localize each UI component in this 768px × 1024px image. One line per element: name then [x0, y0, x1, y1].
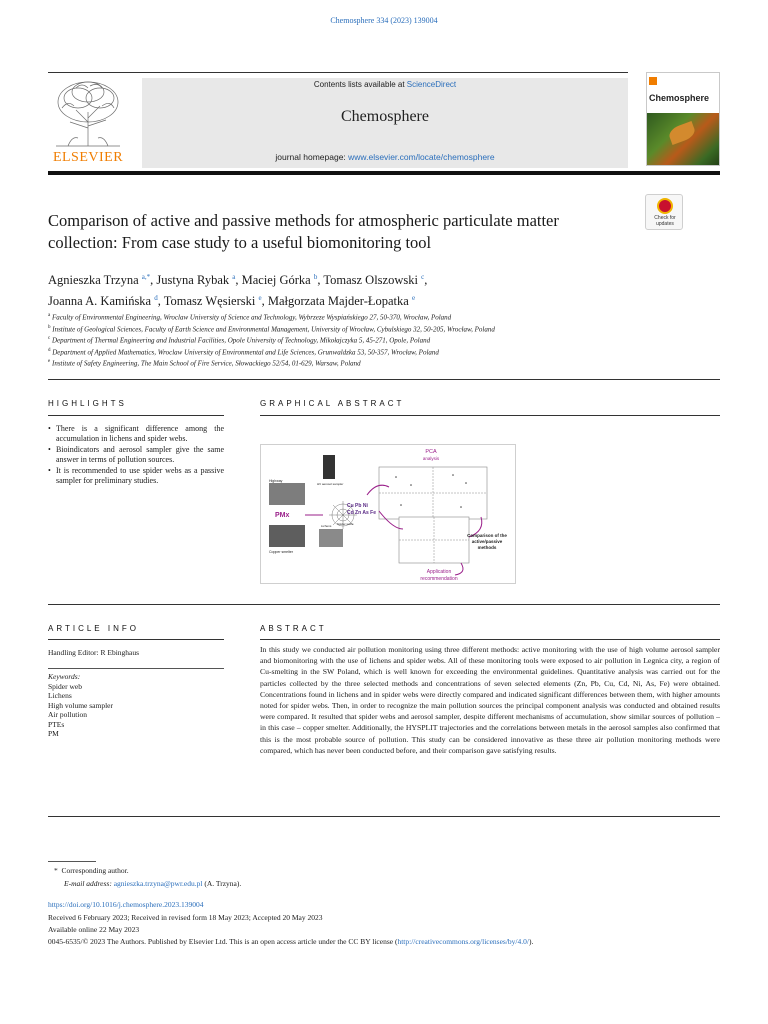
- cover-leaf-image: [647, 113, 720, 166]
- abstract-rule: [260, 639, 720, 640]
- elsevier-wordmark: ELSEVIER: [52, 150, 124, 165]
- highlight-item: • Bioindicators and aerosol sampler give the same answer in terms of pollution sources.: [48, 445, 224, 466]
- journal-reference[interactable]: Chemosphere 334 (2023) 139004: [330, 16, 438, 25]
- ga-comparison-line1: Comparison of the: [467, 533, 507, 538]
- ga-pmx-label: PMx: [275, 512, 290, 519]
- graphical-abstract-rule: [260, 415, 720, 416]
- affiliation: $^e$ Institute of Safety Engineering, The Main School of Fire Service, Słowackiego 52/54, 01-629, Warsaw, Poland: [48, 359, 361, 368]
- available-online: Available online 22 May 2023: [48, 925, 140, 934]
- section-divider: [48, 604, 720, 605]
- keywords-label: Keywords:: [48, 672, 81, 681]
- highlights-rule: [48, 415, 224, 416]
- footnote-mark: *: [54, 866, 58, 875]
- article-title: Comparison of active and passive methods for atmospheric particulate matter collection: From case study to a useful biomonitoring tool: [48, 211, 559, 252]
- ga-pca-sub: analysis: [422, 456, 440, 461]
- sciencedirect-link[interactable]: ScienceDirect: [406, 80, 457, 89]
- article-info-rule: [48, 639, 224, 640]
- corresponding-author-note: * Corresponding author.: [54, 866, 129, 875]
- cover-title: Chemosphere: [649, 93, 710, 103]
- ga-highway-photo: [269, 483, 305, 505]
- highlight-item: • There is a significant difference among the accumulation in lichens and spider webs.: [48, 424, 224, 445]
- journal-name: Chemosphere: [341, 108, 429, 125]
- journal-cover-thumbnail[interactable]: [646, 72, 720, 166]
- check-for-updates-button[interactable]: [645, 194, 683, 230]
- contents-prefix: Contents lists available at: [313, 80, 407, 89]
- affiliation-list: [48, 311, 728, 369]
- author[interactable]: Justyna Rybak $^a$: [156, 273, 236, 288]
- ga-elements-line2: Cd Zn As Fe: [347, 510, 376, 516]
- author[interactable]: Joanna A. Kamińska $^d$: [48, 294, 158, 309]
- email-link[interactable]: agnieszka.trzyna@pwr.edu.pl: [113, 879, 203, 888]
- ga-application-line2: recommendation: [420, 576, 458, 582]
- keyword: Air pollution: [48, 710, 87, 719]
- handling-editor: Handling Editor: R Ebinghaus: [48, 648, 140, 657]
- homepage-prefix: journal homepage:: [275, 152, 349, 162]
- keyword: PM: [48, 729, 59, 738]
- ga-spider-label: Spider webs: [337, 522, 354, 526]
- received-dates: Received 6 February 2023; Received in revised form 18 May 2023; Accepted 20 May 2023: [48, 913, 323, 922]
- author[interactable]: Tomasz Olszowski $^c$: [323, 273, 425, 288]
- abstract-text: In this study we conducted air pollution monitoring using three different methods: active monitoring with the use of high volume aerosol sampler and biomonitoring with the use of lichens and spider webs. All of these monitoring tools were exposed to air pollution in Legnica city, a region of Cu-smelting in the SW Poland, which is well known for exceeding the environmental guidelines. Quantitative analysis was carried out for the particles collected by the three selected methods and concentrations of seven selected elements (Zn, Pb, Cu, Cd, Ni, As, Fe) were obtained. Concentrations found in lichens and in spider webs were directly compared and indicated significant differences between them, with higher amounts noted for spider webs. Then, in order to recognize the main pollution sources the principal component analysis was conducted and obtained results were compared. It resulted that spider webs and aerosol sampler, despite different mechanisms of accumulation, show similar sources of pollution – in this case – copper smelter. Additionally, the HYSPLIT trajectories and the correlations between metals in the aerosol samples also confirmed that this is the most probable source of pollution. This study can be considered innovative as these three air pollution monitoring methods were compared, which has never been conducted before, and their comparison gave satisfying results.: [260, 645, 720, 755]
- section-divider: [48, 816, 720, 817]
- contents-available-line: [142, 80, 628, 89]
- copyright-line: 0045-6535/© 2023 The Authors. Published by Elsevier Ltd. This is an open access article under the CC BY license (http://creativecommons.org/licenses/by/4.0/).: [48, 937, 534, 946]
- keyword: Lichens: [48, 691, 72, 700]
- affiliation: $^c$ Department of Thermal Engineering and Industrial Facilities, Opole University of Technology, Mikołajczyka 5, 45-271, Opole, Poland: [48, 336, 431, 345]
- ga-comparison-line3: methods: [477, 545, 497, 550]
- check-updates-label: Check for updates: [654, 215, 676, 227]
- ga-lichens-photo: [319, 529, 343, 547]
- email-line: E-mail address: agnieszka.trzyna@pwr.edu.pl (A. Trzyna).: [64, 879, 242, 888]
- ga-smelter-label: Copper smelter: [269, 550, 293, 554]
- author[interactable]: Tomasz Węsierski $^e$: [163, 294, 262, 309]
- leaf-shape: [667, 121, 697, 145]
- keywords-block: [48, 672, 113, 739]
- check-updates-icon: [657, 198, 673, 214]
- highlights-heading: HIGHLIGHTS: [48, 399, 127, 408]
- highlight-item: • It is recommended to use spider webs as a passive sampler for preliminary studies.: [48, 466, 224, 487]
- article-info-heading: ARTICLE INFO: [48, 624, 139, 633]
- header-top-rule: [48, 72, 628, 73]
- abstract-heading: ABSTRACT: [260, 624, 327, 633]
- highlights-list: [48, 424, 224, 486]
- keyword: High volume sampler: [48, 700, 113, 710]
- affiliation: $^d$ Department of Applied Mathematics, Wroclaw University of Environmental and Life Sciences, Grunwaldzka 53, 50-357, Wrocław, Poland: [48, 347, 439, 356]
- keyword: Spider web: [48, 681, 82, 691]
- author[interactable]: Agnieszka Trzyna $^{a,*}$: [48, 273, 151, 288]
- cover-logo-mark: [649, 77, 657, 85]
- ga-sampler-photo: [323, 455, 335, 479]
- affiliation: $^b$ Institute of Geological Sciences, Faculty of Earth Science and Environmental Management, University of Wrocław, Cybulskiego 32, 50-205, Wrocław, Poland: [48, 324, 495, 333]
- keywords-rule: [48, 668, 224, 669]
- ga-application-line1: Application: [426, 569, 452, 575]
- author[interactable]: Małgorzata Majder-Łopatka $^e$: [267, 294, 416, 309]
- ga-lichens-label: Lichens: [321, 524, 332, 528]
- license-link[interactable]: http://creativecommons.org/licenses/by/4.0/: [397, 937, 529, 946]
- header-bottom-rule: [48, 171, 720, 175]
- ga-elements-line1: Cu Pb Ni: [347, 503, 368, 509]
- doi-link[interactable]: https://doi.org/10.1016/j.chemosphere.2023.139004: [48, 900, 204, 909]
- author-list: Agnieszka Trzyna $^{a,*}$, Justyna Rybak $^a$, Maciej Górka $^b$, Tomasz Olszowski $^c$, Joanna A. Kamińska $^d$, Tomasz Węsierski $^e$, Małgorzata Majder-Łopatka $^e$: [48, 273, 428, 309]
- section-divider: [48, 379, 720, 380]
- graphical-abstract-figure[interactable]: [260, 444, 516, 584]
- keyword: PTEs: [48, 719, 65, 729]
- journal-homepage-line: [142, 152, 628, 162]
- ga-comparison-line2: active/passive: [471, 539, 503, 544]
- ga-pca-label: PCA: [425, 449, 437, 455]
- ga-smelter-photo: [269, 525, 305, 547]
- affiliation: $^a$ Faculty of Environmental Engineering, Wroclaw University of Science and Technology, Wybrzeze Wyspiańskiego 27, 50-370, Wrocław, Poland: [48, 313, 452, 322]
- ga-sampler-label: HV aerosol sampler: [317, 482, 344, 486]
- graphical-abstract-heading: GRAPHICAL ABSTRACT: [260, 399, 405, 408]
- footnote-rule: [48, 861, 96, 862]
- ga-highway-label: Highway: [269, 479, 283, 483]
- author[interactable]: Maciej Górka $^b$: [241, 273, 318, 288]
- journal-homepage-link[interactable]: www.elsevier.com/locate/chemosphere: [348, 152, 495, 162]
